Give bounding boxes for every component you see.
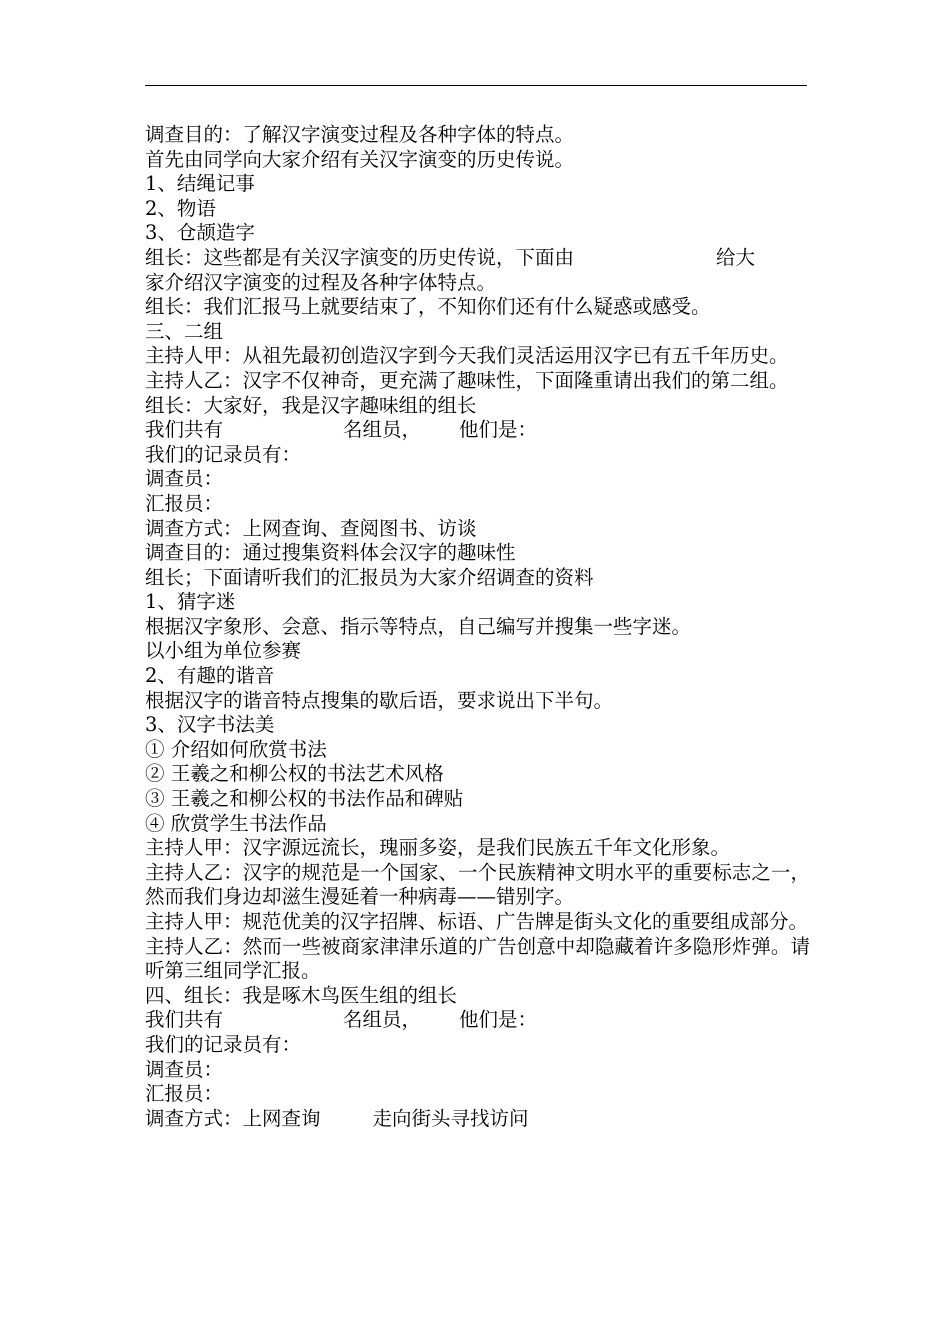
text-fragment: 给大 bbox=[716, 245, 756, 269]
text-line: 汇报员： bbox=[145, 491, 224, 515]
text-line: 2、有趣的谐音 bbox=[145, 664, 275, 688]
text-line: 2、物语 bbox=[145, 196, 216, 220]
text-paragraph: 主持人甲：规范优美的汉字招牌、标语、广告牌是街头文化的重要组成部分。 bbox=[145, 910, 809, 933]
text-line: ① 介绍如何欣赏书法 bbox=[145, 737, 327, 761]
text-line: 组长：大家好，我是汉字趣味组的组长 bbox=[145, 393, 477, 417]
text-line: 调查员： bbox=[145, 467, 224, 491]
text-line: ④ 欣赏学生书法作品 bbox=[145, 811, 327, 835]
text-line: 3、仓颉造字 bbox=[145, 221, 255, 245]
text-paragraph: 主持人甲：从祖先最初创造汉字到今天我们灵活运用汉字已有五千年历史。 bbox=[145, 344, 789, 368]
text-line bbox=[145, 1107, 810, 1132]
text-line: 调查目的：通过搜集资料体会汉字的趣味性 bbox=[145, 541, 516, 565]
text-line bbox=[145, 1008, 810, 1033]
text-line: ③ 王羲之和柳公权的书法作品和碑贴 bbox=[145, 787, 464, 811]
text-line: 根据汉字的谐音特点搜集的歇后语，要求说出下半句。 bbox=[145, 688, 614, 712]
text-line bbox=[145, 418, 810, 443]
text-line bbox=[145, 246, 810, 271]
text-line: 以小组为单位参赛 bbox=[145, 639, 302, 663]
text-line: 组长：我们汇报马上就要结束了，不知你们还有什么疑惑或感受。 bbox=[145, 295, 711, 319]
text-fragment: 走向街头寻找访问 bbox=[372, 1106, 529, 1130]
header-rule bbox=[145, 85, 807, 86]
text-paragraph: 主持人乙：汉字不仅神奇，更充满了趣味性，下面隆重请出我们的第二组。 bbox=[145, 368, 789, 392]
text-fragment: 名组员， bbox=[343, 1008, 422, 1032]
text-paragraph: 主持人乙：然而一些被商家津津乐道的广告创意中却隐藏着许多隐形炸弹。请听第三组同学汇报。 bbox=[145, 934, 810, 983]
text-line: 首先由同学向大家介绍有关汉字演变的历史传说。 bbox=[145, 147, 575, 171]
text-fragment: 调查方式：上网查询 bbox=[145, 1106, 321, 1130]
text-line: ② 王羲之和柳公权的书法艺术风格 bbox=[145, 762, 444, 786]
text-line: 汇报员： bbox=[145, 1082, 224, 1106]
text-line: 组长；下面请听我们的汇报员为大家介绍调查的资料 bbox=[145, 565, 594, 589]
text-line: 1、猜字迷 bbox=[145, 590, 236, 614]
text-fragment: 我们共有 bbox=[145, 1008, 224, 1032]
text-line: 3、汉字书法美 bbox=[145, 713, 275, 737]
document-body bbox=[145, 123, 810, 1131]
text-line: 我们的记录员有： bbox=[145, 1032, 302, 1056]
text-fragment: 名组员， bbox=[343, 418, 422, 442]
text-fragment: 我们共有 bbox=[145, 418, 224, 442]
text-line: 1、结绳记事 bbox=[145, 172, 255, 196]
text-paragraph: 主持人乙：汉字的规范是一个国家、一个民族精神文明水平的重要标志之一，然而我们身边却滋生漫延着一种病毒——错别字。 bbox=[145, 860, 810, 909]
text-line: 主持人甲：汉字源远流长，瑰丽多姿，是我们民族五千年文化形象。 bbox=[145, 836, 731, 860]
text-line: 根据汉字象形、会意、指示等特点，自己编写并搜集一些字迷。 bbox=[145, 614, 692, 638]
text-line: 调查员： bbox=[145, 1057, 224, 1081]
text-fragment: 他们是： bbox=[459, 1008, 538, 1032]
text-line: 三、二组 bbox=[145, 319, 224, 343]
text-fragment: 组长：这些都是有关汉字演变的历史传说，下面由 bbox=[145, 245, 575, 269]
text-line: 我们的记录员有： bbox=[145, 442, 302, 466]
text-fragment: 他们是： bbox=[459, 418, 538, 442]
text-line: 调查目的：了解汉字演变过程及各种字体的特点。 bbox=[145, 123, 575, 146]
text-line: 四、组长：我是啄木鸟医生组的组长 bbox=[145, 983, 458, 1007]
text-line: 家介绍汉字演变的过程及各种字体特点。 bbox=[145, 270, 497, 294]
text-line: 调查方式：上网查询、查阅图书、访谈 bbox=[145, 516, 477, 540]
